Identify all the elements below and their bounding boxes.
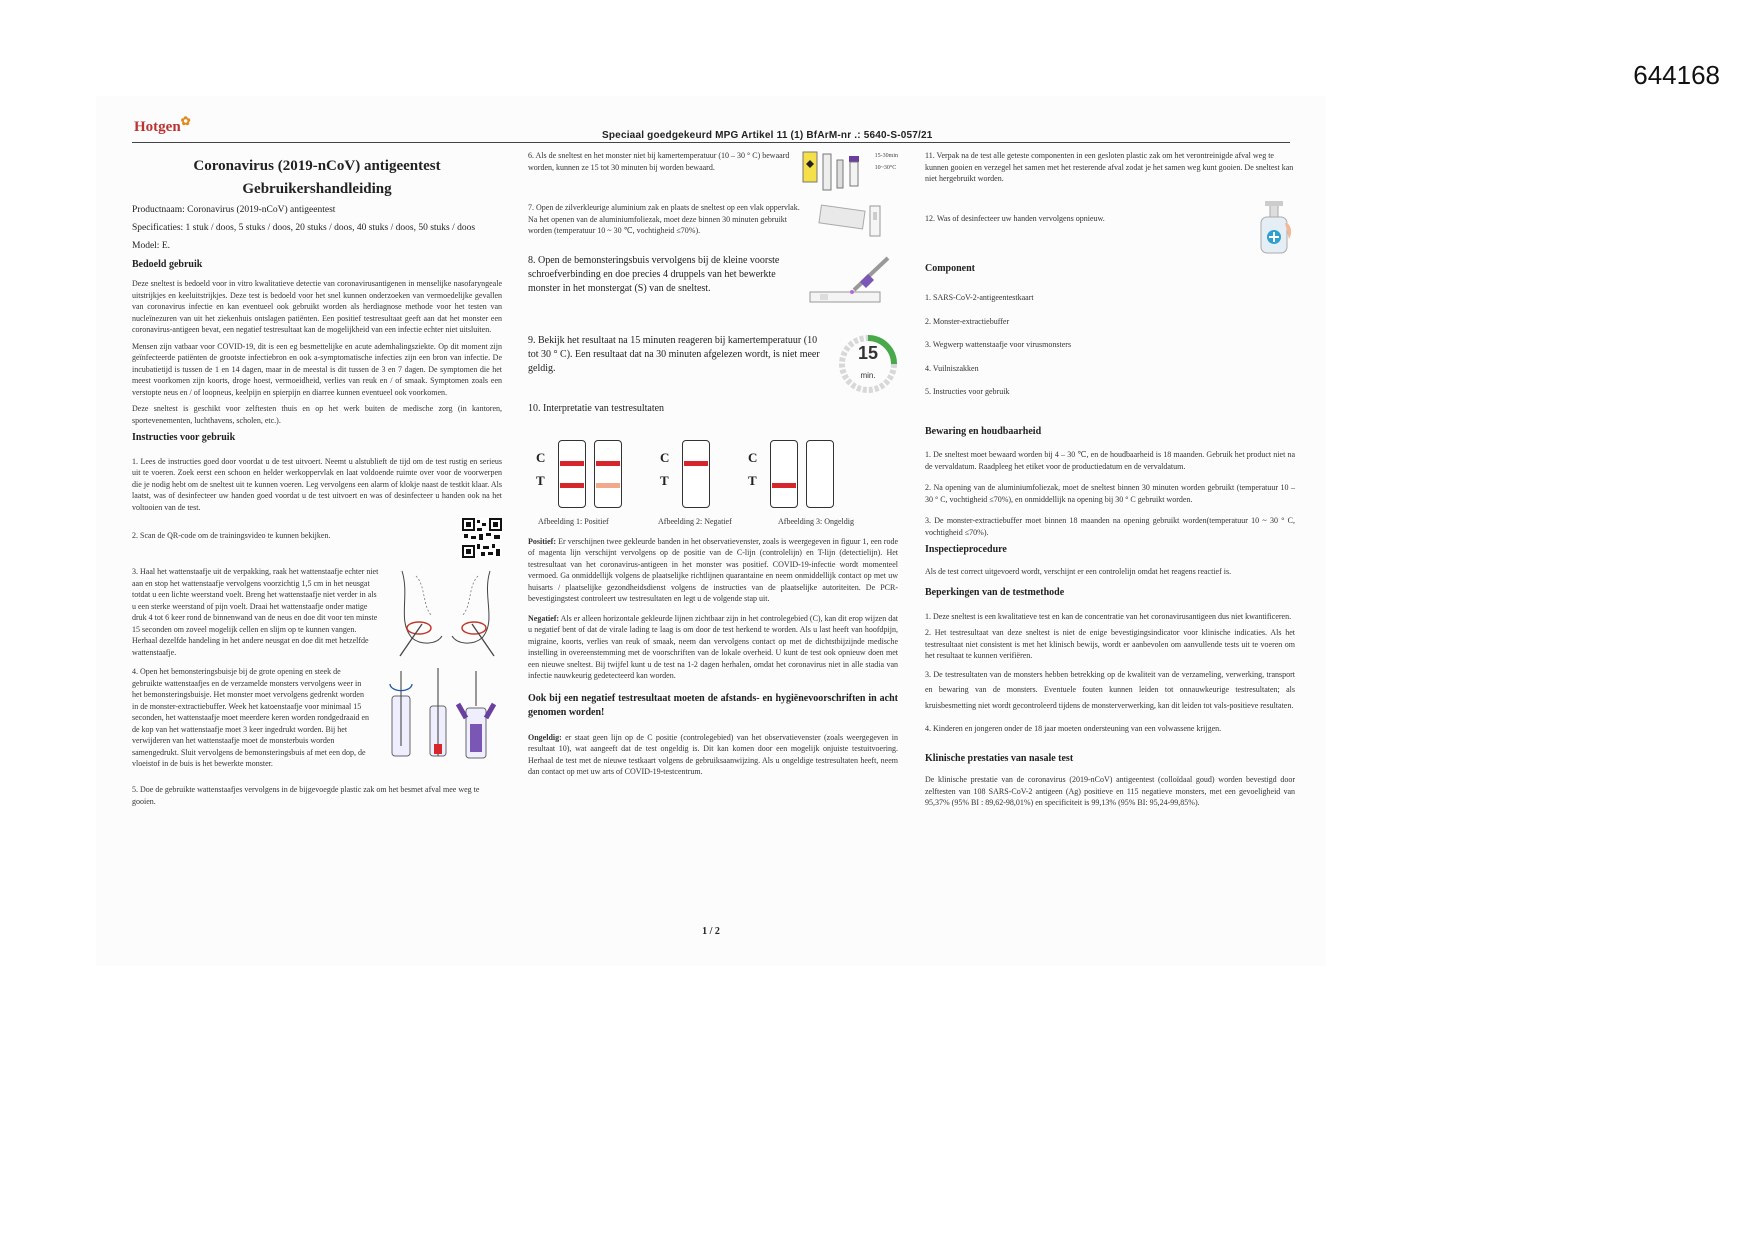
model: Model: E.	[132, 240, 170, 251]
list-item: 1. SARS-CoV-2-antigeentestkaart	[925, 293, 1034, 302]
document-number: 644168	[1633, 60, 1720, 90]
list-item: 3. Wegwerp wattenstaafje voor virusmonsters	[925, 340, 1072, 349]
nose-swab-illustration	[392, 566, 502, 658]
timer-unit: min.	[860, 371, 876, 380]
kit-box-icon	[801, 150, 871, 194]
hand-sanitizer-icon	[1255, 199, 1295, 255]
suitability-paragraph: Deze sneltest is geschikt voor zelftesten thuis en op het werk buiten de medische zorg (in kantoren, sportevenementen, luchthavens, scholen, etc.).	[132, 404, 502, 425]
step-12: 12. Was of desinfecteer uw handen vervolgens opnieuw.	[925, 213, 1105, 223]
step-7: 7. Open de zilverkleurige aluminium zak en plaats de sneltest op een vlak oppervlak. Na het openen van de aluminiumfoliezak, moet deze binnen 30 minuten gebruikt worden (temperatuur 10 ~ 30 ℃, vochtigheid ≤70%).	[528, 203, 800, 235]
step-8: 8. Open de bemonsteringsbuis vervolgens bij de kleine voorste schroefverbinding en doe precies 4 druppels van het bewerkte monster in het monstergat (S) van de sneltest.	[528, 255, 780, 294]
specifications: Specificaties: 1 stuk / doos, 5 stuks / doos, 20 stuks / doos, 40 stuks / doos, 50 stuks / doos	[132, 222, 476, 233]
column-middle	[528, 151, 898, 783]
document-title: Coronavirus (2019-nCoV) antigeentest	[193, 158, 441, 174]
caption-positive: Afbeelding 1: Positief	[538, 517, 609, 526]
limitation-1: 1. Deze sneltest is een kwalitatieve test en kan de concentratie van het coronavirusantigeen dus niet kwantificeren.	[925, 611, 1292, 621]
step-1: 1. Lees de instructies goed door voordat u de test uitvoert. Neemt u alstublieft de tijd om de test rustig en serieus uit te voeren. Zoek eerst een schoon en helder werkoppervlak en laat voldoende ruimte over voor de voorwerpen die je nodig hebt om de sneltest uit te kunnen voeren. Leg vervolgens een alarm of klokje naast de testkit klaar. Als laatst, was of desinfecteer uw handen goed voordat u de test uitvoert en was of desinfecteer u handen ook na het voltooien van de test.	[132, 456, 502, 512]
negative-text: Als er alleen horizontale gekleurde lijnen zichtbaar zijn in het controlegebied (C), kan dit erop wijzen dat u negatief bent of dat de virale lading te laag is om door de test herkend te worden. Als u last heeft van hoofdpijn, migraine, koorts, verlies van reuk of smaak, neem dan vervolgens contact op met de dichtstbijzijnde medische instelling in overeenstemming met de voorschriften van de lokale overheid. U kunt de test ook opnieuw doen met een nieuwe sneltest. Bij twijfel kunt u de test na 1-2 dagen herhalen, omdat het coronavirus niet in alle stadia van infectie nauwkeurig gedetecteerd kan worden.	[528, 613, 898, 680]
test-strip	[682, 440, 710, 508]
covid-info-paragraph: Mensen zijn vatbaar voor COVID-19, dit is een eg besmettelijke en acute ademhalingsziekte. Op dit moment zijn geïnfecteerde patiënten de grootste infectiebron en ook a-symptomatische infecties zijn een bron van infectie. De incubatietijd is tussen de 1 en 14 dagen, maar in de meestal is dit tussen de 3 en 7 dagen. De symptomen die het meest voorkomen zijn koorts, droge hoest, vermoeidheid, verlies van reuk en / of smaak. Symptomen zoals een verstopte neus en / of loopneus, keelpijn en spierpijn en diarree kunnen eventueel ook voorkomen.	[132, 341, 502, 397]
step-8-row	[528, 254, 898, 314]
step-11: 11. Verpak na de test alle geteste componenten in een gesloten plastic zak om het verontreinigde afval weg te kunnen gooien en verzegel het samen met het resterende afval zodat je het samen weg kunt gooien. De sneltest kan niet hergebruikt worden.	[925, 151, 1294, 183]
time-range-label: 15-30min	[874, 153, 898, 159]
test-band	[772, 483, 796, 488]
t-line-label: T	[660, 473, 669, 488]
document-subtitle: Gebruikershandleiding	[242, 181, 392, 197]
positive-label: Positief:	[528, 536, 556, 546]
brand-logo: Hotgen✿	[134, 114, 191, 135]
storage-illustration	[801, 150, 898, 194]
c-line-label: C	[748, 450, 758, 465]
positive-text: Er verschijnen twee gekleurde banden in het observatievenster, zoals is weergegeven in figuur 1, een rode of magenta lijn verschijnt vervolgens op de positie van de C-lijn (controlelijn) en T-lijn (detectielijn). Het testresultaat van het coronavirus-antigeen in het monster was positief. COVID-19-infectie wordt momenteel vermoed. Ga onmiddellijk volgens de plaatselijke richtlijnen quarantaine en neem onmiddellijk contact op met uw huisarts / plaatselijke gezondheidsdienst volgens de instructies van de plaatselijke autoriteiten. De PCR-bevestigingstest controleert uw testresultaten en legt u de volgende stap uit.	[528, 536, 898, 603]
test-strip	[806, 440, 834, 508]
component-heading: Component	[925, 262, 976, 274]
dropper-illustration	[808, 254, 898, 314]
inspection-text: Als de test correct uitgevoerd wordt, verschijnt er een controlelijn omdat het reagens reactief is.	[925, 566, 1232, 576]
step-2: 2. Scan de QR-code om de trainingsvideo te kunnen bekijken.	[132, 531, 331, 540]
caption-negative: Afbeelding 2: Negatief	[658, 517, 732, 526]
timer-illustration	[838, 334, 898, 394]
limitations-heading: Beperkingen van de testmethode	[925, 587, 1065, 598]
step-4: 4. Open het bemonsteringsbuisje bij de grote opening en steek de gebruikte wattenstaafjes en de verzamelde monsters vervolgens weer in het bemonsteringsbuisje. Het monster moet vervolgens gedrenkt worden in de monster-extractiebuffer. Week het katoenstaafje voor minimaal 15 seconden, het wattenstaafje moet meerdere keren worden rondgedraaid en de kop van het wattenstaafje moet 3 keer ingedrukt worden. Bij het verwijderen van het wattenstaafje moet de monsterbuis worden samengedrukt. Sluit vervolgens de bemonsteringsbuis af met een dop, de vloeistof in de buis is het bewerkte monster.	[132, 667, 369, 768]
control-band	[596, 461, 620, 466]
test-strip	[594, 440, 622, 508]
limitation-3: 3. De testresultaten van de monsters hebben betrekking op de kwaliteit van de verzameling, verwerking, transport en bewaring van de monsters. Eventuele fouten kunnen leiden tot onnauwkeurige testresultaten; als kruisbesmetting niet wordt gecontroleerd tijdens de monsterverwerking, kan dit leiden tot vals-positieve resultaten.	[925, 669, 1295, 710]
qr-code-icon[interactable]	[462, 518, 502, 558]
positive-paragraph	[528, 536, 898, 605]
negative-label: Negatief:	[528, 613, 560, 623]
component-list	[925, 292, 1295, 398]
negative-paragraph	[528, 613, 898, 682]
list-item: 2. Monster-extractiebuffer	[925, 316, 1010, 326]
instruction-sheet	[96, 96, 1326, 966]
t-line-label: T	[748, 473, 757, 488]
extraction-tube-illustration	[382, 666, 502, 776]
step-7-row	[528, 202, 898, 238]
step-12-row	[925, 199, 1295, 255]
list-item: 4. Vuilniszakken	[925, 363, 979, 373]
invalid-paragraph	[528, 732, 898, 778]
invalid-label: Ongeldig:	[528, 732, 562, 742]
storage-1: 1. De sneltest moet bewaard worden bij 4 – 30 ℃, en de houdbaarheid is 18 maanden. Gebruik het product niet na de vervaldatum. Raadpleeg het etiket voor de productiedatum en de vervaldatum.	[925, 450, 1295, 471]
step-10: 10. Interpretatie van testresultaten	[528, 403, 665, 414]
inspection-heading: Inspectieprocedure	[925, 544, 1007, 555]
step-6: 6. Als de sneltest en het monster niet bij kamertemperatuur (10 – 30 ° C) bewaard worden, kunnen ze 15 tot 30 minuten bij worden bewaard.	[528, 151, 790, 172]
control-band	[684, 461, 708, 466]
figure-captions	[528, 516, 898, 528]
results-figure	[528, 440, 898, 508]
list-item: 5. Instructies voor gebruik	[925, 387, 1010, 396]
column-left	[132, 154, 502, 812]
approval-header: Speciaal goedgekeurd MPG Artikel 11 (1) BfArM-nr .: 5640-S-057/21	[602, 130, 933, 141]
intended-use-heading: Bedoeld gebruik	[132, 258, 203, 270]
c-line-label: C	[536, 450, 546, 465]
step-3: 3. Haal het wattenstaafje uit de verpakking, raak het wattenstaafje echter niet aan en stop het wattenstaafje vervolgens voorzichtig 1,5 cm in het neusgat totdat u een lichte weerstand voelt. Breng het wattenstaafje niet verder in als u een sterke weerstand of pijn voelt. Draai het wattenstaafje onder matige druk 4 tot 6 keer rond de binnenwand van de neus en doe dit voor ten minste 15 seconden om zoveel mogelijk cellen en slijm op te kunnen vangen. Herhaal dezelfde handeling in het andere neusgat en doe dit met hetzelfde wattenstaafje.	[132, 567, 379, 657]
foil-pouch-illustration	[818, 202, 898, 238]
step-5: 5. Doe de gebruikte wattenstaafjes vervolgens in de bijgevoegde plastic zak om het besmet afval mee weg te gooien.	[132, 785, 480, 806]
step-6-row	[528, 150, 898, 194]
caption-invalid: Afbeelding 3: Ongeldig	[778, 517, 854, 526]
test-strip	[770, 440, 798, 508]
storage-3: 3. De monster-extractiebuffer moet binnen 18 maanden na opening gebruikt worden(temperatuur 10 ~ 30 ° C, vochtigheid ≤70%).	[925, 516, 1295, 537]
storage-heading: Bewaring en houdbaarheid	[925, 425, 1042, 437]
storage-2: 2. Na opening van de aluminiumfoliezak, moet de sneltest binnen 30 minuten worden gebruikt (temperatuur 10 – 30 ° C, vochtigheid ≤70%), en onmiddellijk na opening bij 30 ° C gebruikt worden.	[925, 483, 1295, 504]
clinical-heading: Klinische prestaties van nasale test	[925, 752, 1074, 764]
header-divider	[132, 142, 1290, 143]
c-line-label: C	[660, 450, 670, 465]
step-2-row	[132, 518, 502, 558]
test-band	[560, 483, 584, 488]
test-strip	[558, 440, 586, 508]
clinical-text: De klinische prestatie van de coronavirus (2019-nCoV) antigeentest (colloïdaal goud) worden bevestigd door zelftesten van 108 SARS-CoV-2 antigeen (Ag) positieve en 115 negatieve monsters, met een gevoeligheid van 95,37% (95% BI : 89,62-98,01%) en specificiteit is 99,13% (95% BI: 95,24-99,85%).	[925, 775, 1295, 807]
test-band-faint	[596, 483, 620, 488]
limitation-4: 4. Kinderen en jongeren onder de 18 jaar moeten ondersteuning van een volwassene krijgen.	[925, 724, 1222, 733]
result-invalid	[748, 440, 834, 508]
step-9-row	[528, 334, 898, 394]
column-right	[925, 151, 1295, 814]
limitation-2: 2. Het testresultaat van deze sneltest is niet de enige bevestigingsindicator voor klinische indicaties. Als het testresultaat niet consistent is met het klinisch bewijs, wordt er aanbevolen om aanvullende tests uit te voeren om het resultaat te kunnen verifiëren.	[925, 628, 1295, 660]
result-negative	[660, 440, 710, 508]
timer-number: 15	[857, 343, 879, 363]
hygiene-warning: Ook bij een negatief testresultaat moeten de afstands- en hygiënevoorschriften in acht genomen worden!	[528, 692, 898, 718]
product-name: Productnaam: Coronavirus (2019-nCoV) antigeentest	[132, 204, 336, 215]
t-line-label: T	[536, 473, 545, 488]
intended-use-paragraph: Deze sneltest is bedoeld voor in vitro kwalitatieve detectie van coronavirusantigenen in menselijke nasofaryngeale uitstrijkjes en keeluitstrijkjes. Deze test is bedoeld voor het snel kunnen onderzoeken van vermoedelijke gevallen van coronavirus infectie en kan eventueel ook gebruikt worden als herdiagnose methode voor het testen van nucleïnezuren van uit het ziekenhuis ontslagen patiënten. Een positief testresultaat geeft aan dat het monster een coronavirus-antigeen bevat, een negatief testresultaat kan de mogelijkheid van een infectie echter niet uitsluiten.	[132, 279, 502, 334]
result-positive	[536, 440, 622, 508]
step-3-row	[132, 566, 502, 658]
control-band	[560, 461, 584, 466]
invalid-text: er staat geen lijn op de C positie (controlegebied) van het observatievenster (zoals weergegeven in resultaat 10), wat aangeeft dat de test ongeldig is. Dit kan komen door een mogelijk onjuiste testuitvoering. Herhaal de test met de nieuwe testkaart volgens de gebruiksaanwijzing. Als u ongeldige testresultaten heeft, neem dan contact op met uw arts of COVID-19-testcentrum.	[528, 732, 898, 776]
temperature-range-label: 10~30°C	[874, 165, 897, 171]
step-4-row	[132, 666, 502, 776]
step-9: 9. Bekijk het resultaat na 15 minuten reageren bij kamertemperatuur (10 tot 30 ° C). Een resultaat dat na 30 minuten afgelezen wordt, is niet meer geldig.	[528, 335, 820, 374]
instructions-heading: Instructies voor gebruik	[132, 432, 236, 443]
page-number: 1 / 2	[702, 926, 720, 937]
